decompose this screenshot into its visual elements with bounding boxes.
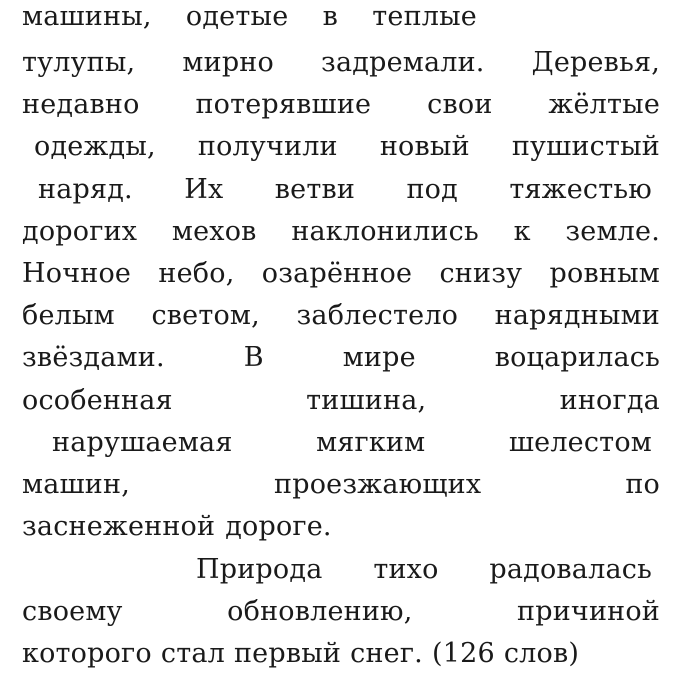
text-line xyxy=(22,464,660,506)
word: шелестом xyxy=(508,427,652,458)
word: мире xyxy=(342,342,416,373)
word: слов) xyxy=(503,638,580,669)
word: своему xyxy=(22,596,123,627)
word: заснеженной xyxy=(22,511,216,542)
word: озарённое xyxy=(261,258,413,289)
word: В xyxy=(243,342,264,373)
text-line xyxy=(196,549,652,591)
word: ветви xyxy=(274,174,356,205)
text-line xyxy=(22,211,660,253)
word: радовалась xyxy=(489,554,652,585)
word: проезжающих xyxy=(274,469,482,500)
word: обновлению, xyxy=(227,596,413,627)
text-line xyxy=(34,126,660,168)
text-line xyxy=(22,42,660,84)
text-line xyxy=(22,253,660,295)
text-line xyxy=(22,591,660,633)
word: снизу xyxy=(439,258,523,289)
word: заблестело xyxy=(296,300,459,331)
word: тихо xyxy=(373,554,439,585)
word: машин, xyxy=(22,469,130,500)
word: тяжестью xyxy=(509,174,652,205)
word: Ночное xyxy=(22,258,132,289)
word: нарядными xyxy=(494,300,660,331)
word: к xyxy=(513,216,531,247)
text-line xyxy=(22,506,660,548)
text-line xyxy=(22,337,660,379)
word: нарушаемая xyxy=(52,427,233,458)
word: мехов xyxy=(171,216,257,247)
word: новый xyxy=(379,131,470,162)
word: теплые xyxy=(372,1,477,32)
word: наряд. xyxy=(38,174,133,205)
word: по xyxy=(625,469,660,500)
text-line xyxy=(22,633,660,675)
word: Природа xyxy=(196,554,323,585)
word: одетые xyxy=(185,1,289,32)
word: получили xyxy=(197,131,338,162)
word: наклонились xyxy=(291,216,479,247)
text-line xyxy=(38,169,652,211)
word: под xyxy=(406,174,458,205)
word: звёздами. xyxy=(22,342,165,373)
word: мягким xyxy=(316,427,426,458)
word: задремали. xyxy=(321,47,485,78)
text-line xyxy=(22,295,660,337)
word: ровным xyxy=(549,258,660,289)
word: иногда xyxy=(559,385,660,416)
word: белым xyxy=(22,300,115,331)
word: дороге. xyxy=(225,511,332,542)
word: причиной xyxy=(517,596,660,627)
word: снег. xyxy=(350,638,423,669)
word: машины, xyxy=(22,1,152,32)
word: земле. xyxy=(565,216,660,247)
word: жёлтые xyxy=(548,89,660,120)
word: тулупы, xyxy=(22,47,136,78)
word: в xyxy=(322,1,339,32)
text-line xyxy=(22,84,660,126)
word: недавно xyxy=(22,89,140,120)
word: потерявшие xyxy=(195,89,372,120)
text-line xyxy=(22,0,477,38)
word: которого xyxy=(22,638,152,669)
text-line xyxy=(22,380,660,422)
word: мирно xyxy=(182,47,274,78)
word: стал xyxy=(160,638,225,669)
word: одежды, xyxy=(34,131,156,162)
word: Их xyxy=(184,174,224,205)
word: светом, xyxy=(151,300,260,331)
word: первый xyxy=(233,638,342,669)
word: свои xyxy=(427,89,493,120)
text-line xyxy=(52,422,652,464)
word: дорогих xyxy=(22,216,138,247)
word: небо, xyxy=(158,258,235,289)
word: тишина, xyxy=(306,385,427,416)
word: пушистый xyxy=(511,131,660,162)
word: (126 xyxy=(431,638,495,669)
word: воцарилась xyxy=(494,342,660,373)
word: Деревья, xyxy=(531,47,660,78)
word: особенная xyxy=(22,385,173,416)
